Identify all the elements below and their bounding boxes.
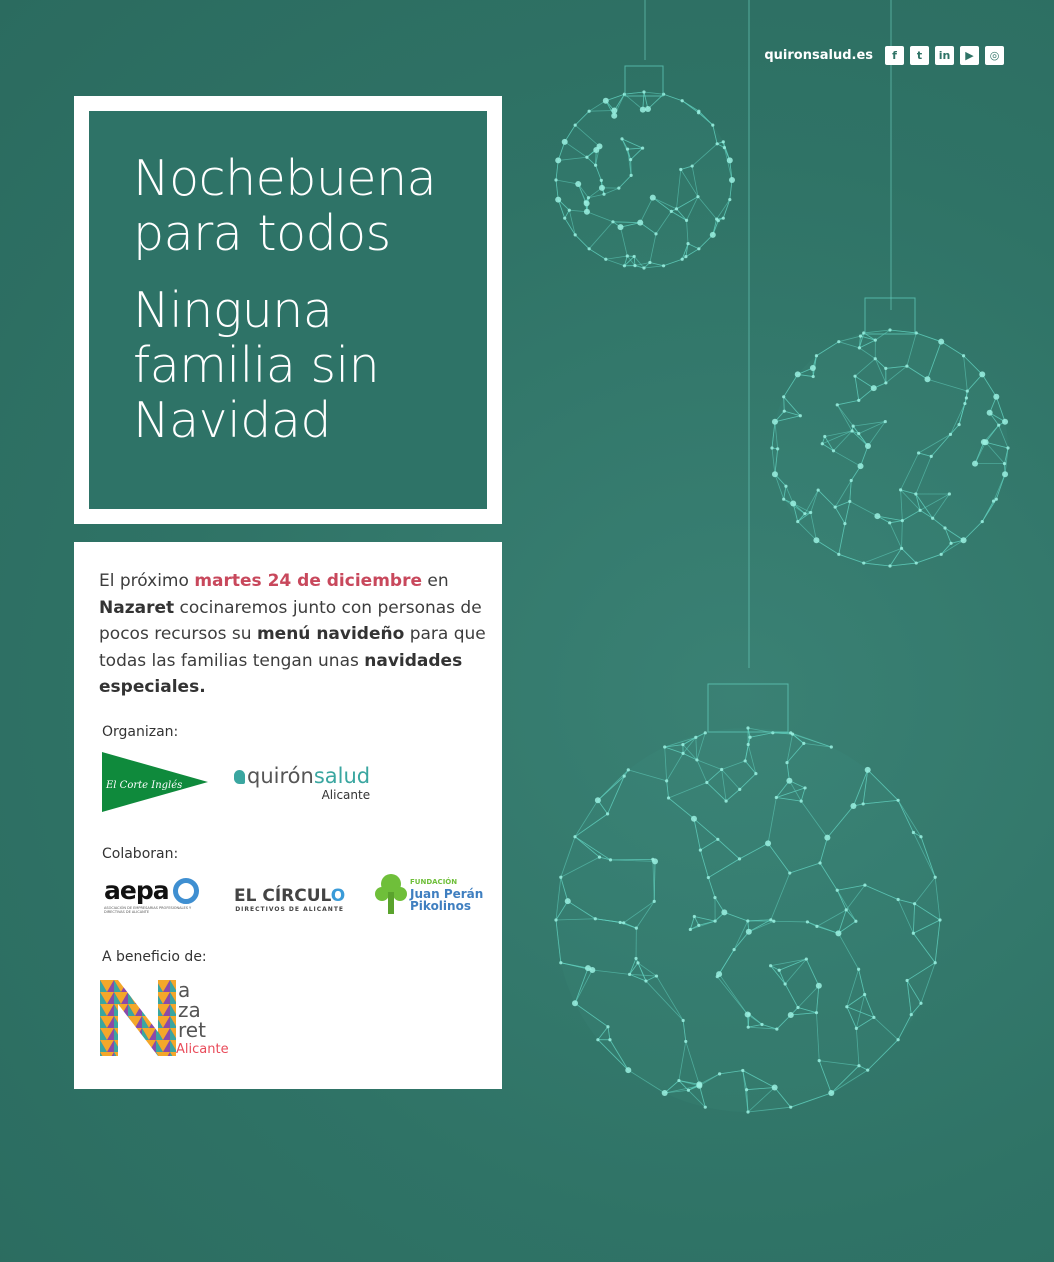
instagram-icon[interactable]: ◎ <box>985 46 1004 65</box>
info-card <box>74 542 502 1089</box>
title-text <box>133 151 436 448</box>
youtube-icon[interactable]: ▶ <box>960 46 979 65</box>
ornament-large <box>554 684 941 1114</box>
quiron-city: Alicante <box>321 788 371 802</box>
quironsalud-logo <box>234 764 370 802</box>
fundacion-pre: FUNDACIÓN <box>410 878 458 886</box>
circulo-name: EL CÍRCUL <box>234 886 331 906</box>
aepa-name: aepa <box>104 876 169 905</box>
fundacion-juan-peran-logo <box>374 872 483 916</box>
title-panel <box>89 111 487 509</box>
collaborators-label: Colaboran: <box>102 846 179 862</box>
event-special: navidades especiales. <box>99 650 463 697</box>
nazaret-logo <box>100 980 260 1060</box>
header-bar <box>764 46 1004 65</box>
fundacion-sub: Pikolinos <box>410 899 471 913</box>
aepa-circle-icon <box>173 878 199 904</box>
site-link[interactable]: quironsalud.es <box>764 48 873 63</box>
aepa-subtitle: ASOCIACIÓN DE EMPRESARIAS PROFESIONALES Y DIRECTIVAS DE ALICANTE <box>104 906 192 914</box>
event-description <box>99 568 489 701</box>
beneficiary-label: A beneficio de: <box>102 949 207 965</box>
title-box <box>74 96 502 524</box>
fundacion-name: Juan Perán <box>410 887 484 901</box>
nazaret-ret: ret <box>178 1018 206 1042</box>
quiron-name-b: salud <box>313 764 371 788</box>
el-corte-ingles-logo <box>102 752 208 812</box>
nazaret-city: Alicante <box>176 1042 229 1057</box>
ornament-small <box>554 66 735 270</box>
nazaret-za: za <box>178 998 201 1022</box>
desc-text: cocinaremos junto con personas de pocos recursos su <box>99 597 482 644</box>
nazaret-n: N <box>100 980 101 981</box>
event-date: martes 24 de diciembre <box>194 571 422 591</box>
event-place: Nazaret <box>99 597 175 618</box>
ornament-medium <box>770 298 1009 568</box>
quiron-name: quirón <box>247 764 314 788</box>
linkedin-icon[interactable]: in <box>935 46 954 65</box>
title-line-2: Ninguna familia sin Navidad <box>133 282 380 449</box>
el-circulo-logo <box>234 886 345 913</box>
desc-text: en <box>422 571 449 591</box>
circulo-o: O <box>330 886 346 906</box>
facebook-icon[interactable]: f <box>885 46 904 65</box>
nazaret-n-mark <box>100 980 180 1056</box>
event-menu: menú navideño <box>256 624 405 644</box>
tree-icon <box>374 872 408 916</box>
circulo-subtitle: DIRECTIVOS DE ALICANTE <box>235 906 345 913</box>
desc-text: para que todas las familias tengan unas <box>99 624 486 671</box>
quiron-mark-icon <box>234 770 245 784</box>
nazaret-a: a <box>178 978 191 1002</box>
corte-ingles-text: El Corte Inglés <box>106 780 183 791</box>
desc-text: El próximo <box>99 571 195 591</box>
title-line-1: Nochebuena para todos <box>133 150 437 262</box>
organizers-label: Organizan: <box>102 724 179 740</box>
aepa-logo <box>104 876 200 914</box>
twitter-icon[interactable]: t <box>910 46 929 65</box>
